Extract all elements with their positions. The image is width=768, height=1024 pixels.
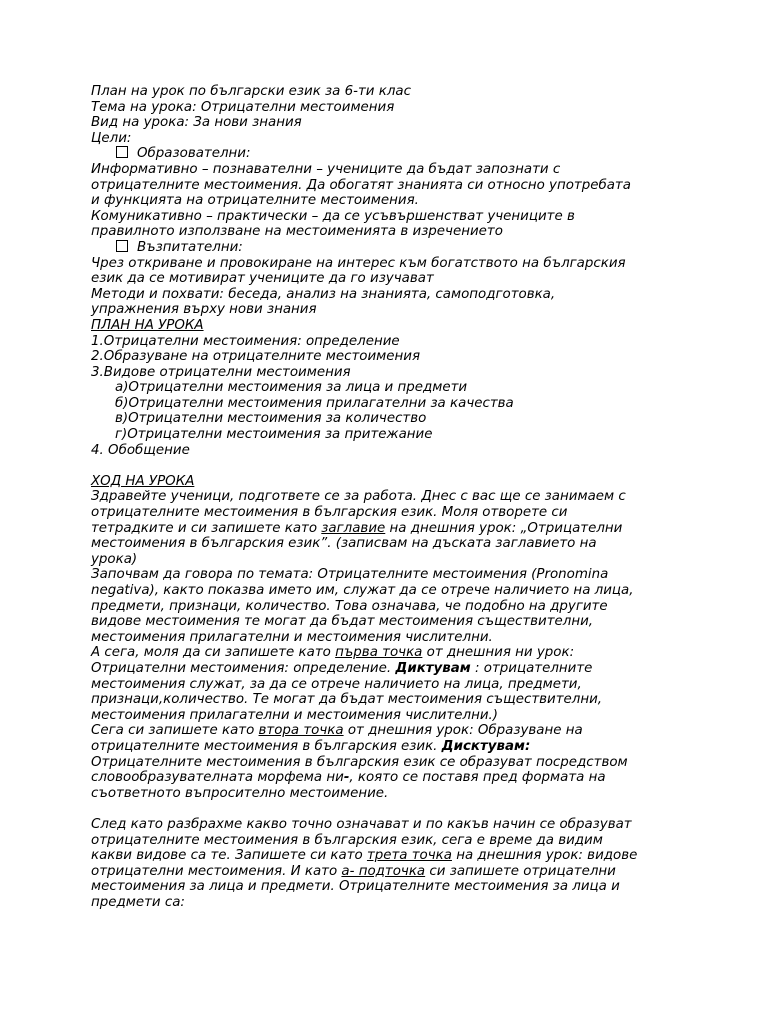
text-line: Комуникативно – практически – да се усъвършенстват учениците в: [91, 208, 575, 224]
text-line: [91, 723, 691, 739]
text-line: отрицателните местоимения. Да обогатят знанията си относно употребата: [91, 177, 631, 193]
text-line: местоимения в българския език”. (записвам на дъската заглавието на: [91, 536, 597, 552]
goal-educational: [91, 146, 691, 162]
text-line: урока): [91, 551, 138, 567]
plan-subitem: г)Отрицателни местоимения за притежание: [115, 427, 433, 443]
underlined-term: втора точка: [258, 723, 344, 739]
doc-title: План на урок по български език за 6-ти клас: [91, 84, 411, 99]
text-line: Информативно – познавателни – учениците да бъдат запознати с: [91, 161, 561, 177]
text-line: правилното използване на местоименията в изречението: [91, 224, 503, 240]
text-line: [91, 739, 691, 755]
methods-line: упражнения върху нови знания: [91, 302, 317, 318]
checkbox-bullet-icon: [116, 146, 128, 158]
plan-item: 2.Образуване на отрицателните местоимения: [91, 349, 421, 365]
goal-upbringing-label: Възпитателни:: [137, 239, 243, 255]
text-line: и функцията на отрицателните местоимения.: [91, 193, 419, 209]
goal-educational-label: Образователни:: [137, 146, 251, 162]
text-span: си запишете отрицателни: [425, 863, 616, 879]
lesson-topic: Тема на урока: Отрицателни местоимения: [91, 99, 395, 115]
plan-subitem: б)Отрицателни местоимения прилагателни за качества: [115, 395, 514, 411]
text-line: местоимения прилагателни и местоимения числителни.): [91, 707, 499, 723]
text-span: словообразувателната морфема ни: [91, 770, 344, 786]
text-span: отрицателните местоимения в българския език.: [91, 738, 442, 754]
text-line: [91, 521, 691, 537]
text-line: Чрез откриване и провокиране на интерес към богатството на българския: [91, 255, 626, 271]
text-line: видове местоимения те могат да бъдат местоимения съществителни,: [91, 614, 594, 630]
goals-heading: Цели:: [91, 130, 132, 146]
text-line: [91, 645, 691, 661]
text-line: [91, 848, 691, 864]
text-line: предмети са:: [91, 894, 185, 910]
lesson-document: [91, 84, 691, 910]
lesson-heading: ХОД НА УРОКА: [91, 473, 195, 489]
text-span: на днешния урок: видове: [451, 848, 638, 864]
text-line: признаци,количество. Те могат да бъдат местоимения съществителни,: [91, 692, 603, 708]
bold-term: -: [343, 770, 350, 786]
plan-heading: ПЛАН НА УРОКА: [91, 317, 204, 333]
underlined-term: заглавие: [321, 520, 386, 536]
plan-item: 3.Видове отрицателни местоимения: [91, 364, 351, 380]
plan-subitem: в)Отрицателни местоимения за количество: [115, 411, 427, 427]
text-span: Отрицателни местоимения: определение.: [91, 660, 396, 676]
text-span: от днешния урок: Образуване на: [343, 723, 583, 739]
text-span: тетрадките и си запишете като: [91, 520, 322, 536]
text-span: от днешния ни урок:: [422, 645, 575, 661]
text-line: местоимения служат, за да се отрече наличието на лица, предмети,: [91, 676, 582, 692]
text-line: negativa), както показва името им, служат да се отрече наличието на лица,: [91, 583, 634, 598]
spacer: [91, 801, 691, 817]
text-line: местоимения за лица и предмети. Отрицателните местоимения за лица и: [91, 879, 620, 895]
text-line: Отрицателните местоимения в българския език се образуват посредством: [91, 754, 628, 770]
plan-item: 4. Обобщение: [91, 442, 190, 458]
text-line: отрицателните местоимения в българския език, сега е време да видим: [91, 832, 603, 848]
text-line: отрицателните местоимения в българския език. Моля отворете си: [91, 505, 568, 521]
spacer: [91, 458, 691, 474]
goal-upbringing: [91, 240, 691, 256]
methods-line: Методи и похвати: беседа, анализ на знанията, самоподготовка,: [91, 286, 556, 302]
text-span: : отрицателните: [470, 660, 593, 676]
text-span: отрицателни местоимения. И като: [91, 863, 342, 879]
checkbox-bullet-icon: [116, 240, 128, 252]
text-span: , която се поставя пред формата на: [349, 770, 606, 786]
text-line: предмети, признаци, количество. Това означава, че подобно на другите: [91, 598, 608, 614]
plan-item: 1.Отрицателни местоимения: определение: [91, 333, 400, 349]
text-line: език да се мотивират учениците да го изучават: [91, 271, 434, 287]
underlined-term: трета точка: [366, 848, 452, 864]
text-span: Сега си запишете като: [91, 723, 259, 739]
text-line: След като разбрахме какво точно означават и по какъв начин се образуват: [91, 816, 632, 832]
text-span: на днешния урок: „Отрицателни: [385, 520, 623, 536]
plan-subitem: а)Отрицателни местоимения за лица и предмети: [115, 380, 468, 396]
text-span: какви видове са те. Запишете си като: [91, 848, 367, 864]
text-line: [91, 661, 691, 677]
text-line: местоимения прилагателни и местоимения числителни.: [91, 629, 493, 645]
text-span: А сега, моля да си запишете като: [91, 645, 336, 661]
text-line: [91, 770, 691, 786]
text-line: Здравейте ученици, подгответе се за работа. Днес с вас ще се занимаем с: [91, 489, 626, 505]
text-line: [91, 864, 691, 880]
underlined-term: първа точка: [335, 645, 423, 661]
text-line: Започвам да говора по темата: Отрицателните местоимения (Pronomina: [91, 567, 609, 583]
text-line: съответното въпросително местоимение.: [91, 785, 389, 801]
underlined-term: а- подточка: [341, 863, 426, 879]
bold-term: Дисктувам:: [441, 738, 531, 754]
lesson-type: Вид на урока: За нови знания: [91, 115, 302, 131]
bold-term: Диктувам: [395, 660, 471, 676]
